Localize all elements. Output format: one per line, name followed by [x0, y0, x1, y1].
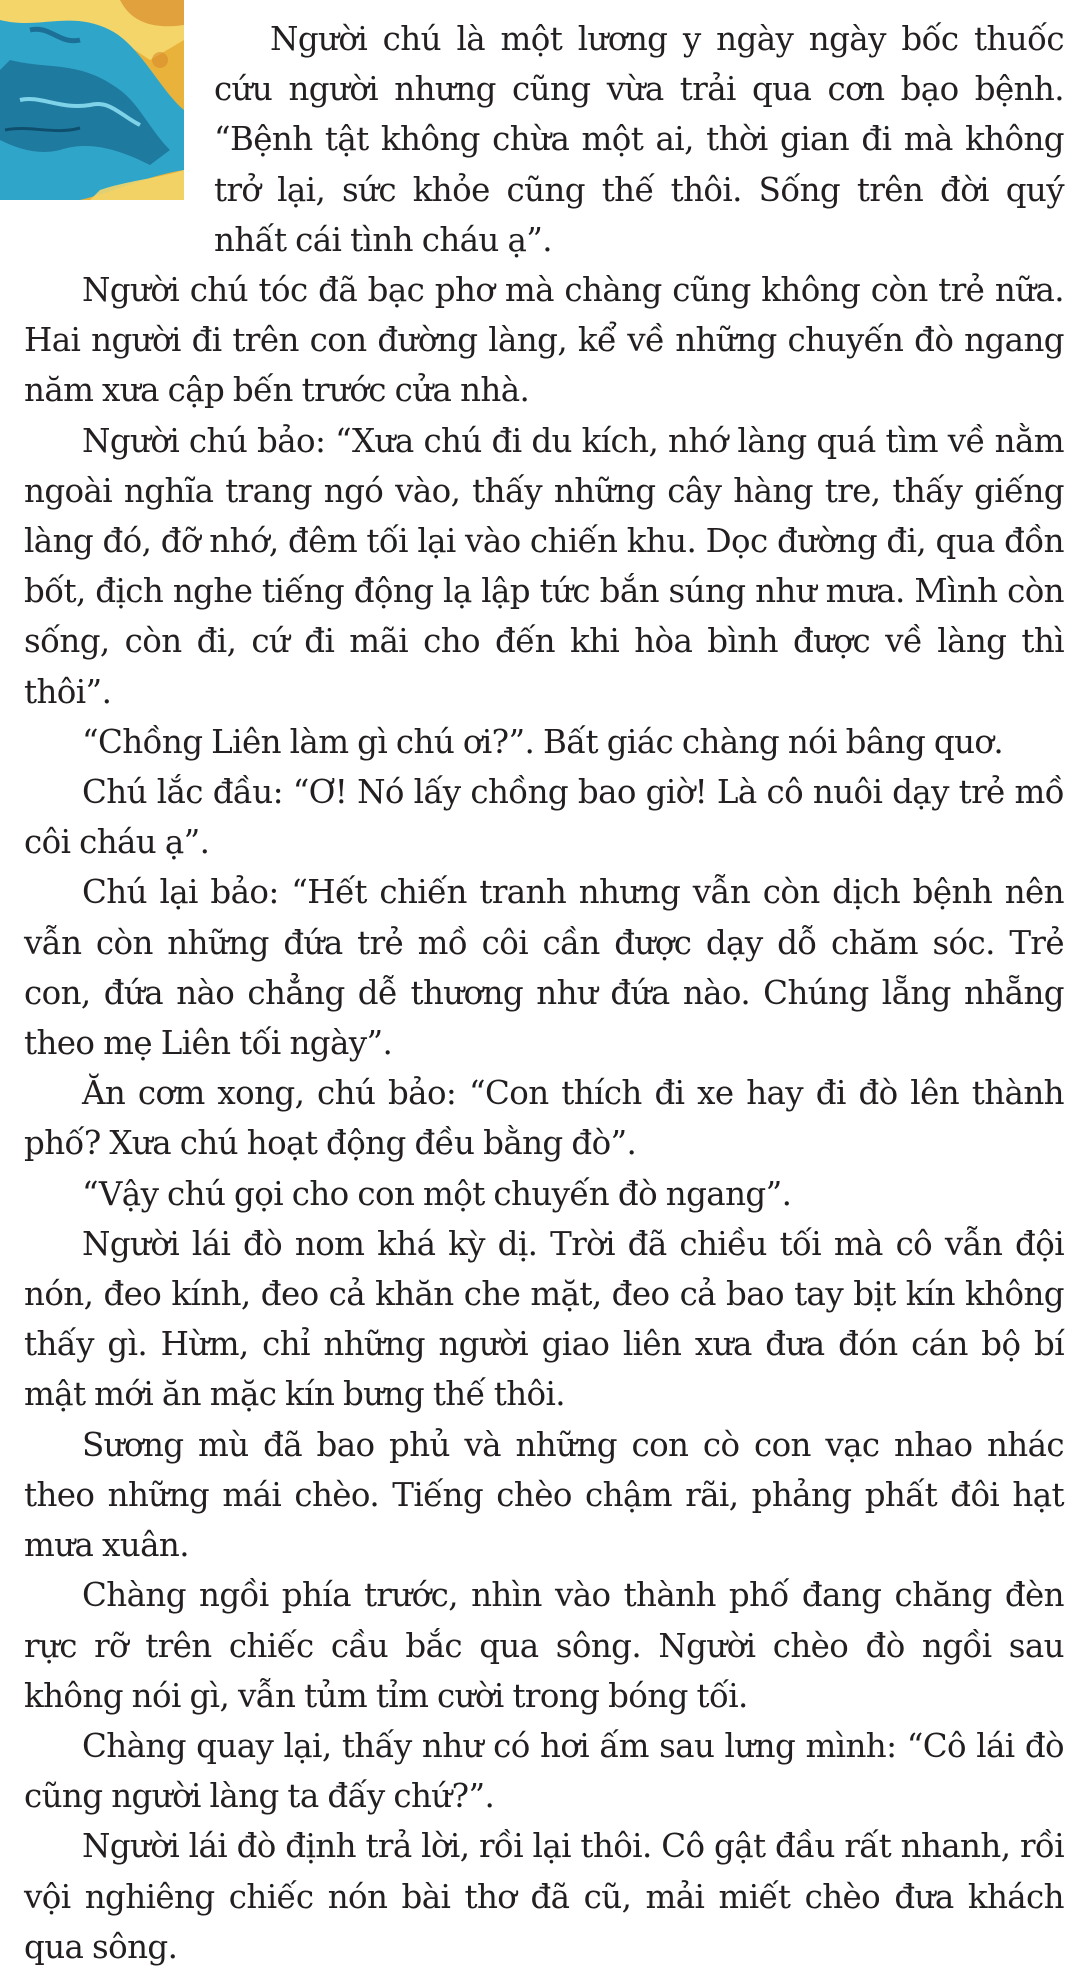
paragraph: Chú lắc đầu: “Ơ! Nó lấy chồng bao giờ! Là cô nuôi dạy trẻ mồ côi cháu ạ”.	[24, 773, 1064, 862]
story-text	[24, 14, 1064, 1972]
illustration-wrap-space	[24, 14, 214, 260]
paragraph: Người lái đò nom khá kỳ dị. Trời đã chiều tối mà cô vẫn đội nón, đeo kính, đeo cả khăn che mặt, đeo cả bao tay bịt kín không thấy gì. Hừm, chỉ những người giao liên xưa đưa đón cán bộ bí mật mới ăn mặc kín bưng thế thôi.	[24, 1224, 1064, 1414]
paragraph: “Chồng Liên làm gì chú ơi?”. Bất giác chàng nói bâng quơ.	[82, 722, 1004, 761]
paragraph: Người chú bảo: “Xưa chú đi du kích, nhớ làng quá tìm về nằm ngoài nghĩa trang ngó vào, thấy những cây hàng tre, thấy giếng làng đó, đỡ nhớ, đêm tối lại vào chiến khu. Dọc đường đi, qua đồn bốt, địch nghe tiếng động lạ lập tức bắn súng như mưa. Mình còn sống, còn đi, cứ đi mãi cho đến khi hòa bình được về làng thì thôi”.	[24, 421, 1064, 711]
paragraph: Người chú là một lương y ngày ngày bốc thuốc cứu người nhưng cũng vừa trải qua cơn bạo bệnh. “Bệnh tật không chừa một ai, thời gian đi mà không trở lại, sức khỏe cũng thế thôi. Sống trên đời quý nhất cái tình cháu ạ”.	[214, 20, 1064, 259]
paragraph: Người lái đò định trả lời, rồi lại thôi. Cô gật đầu rất nhanh, rồi vội nghiêng chiếc nón bài thơ đã cũ, mải miết chèo đưa khách qua sông.	[24, 1827, 1064, 1966]
paragraph: “Vậy chú gọi cho con một chuyến đò ngang”.	[82, 1174, 792, 1213]
paragraph: Chàng quay lại, thấy như có hơi ấm sau lưng mình: “Cô lái đò cũng người làng ta đấy chứ?”.	[24, 1726, 1064, 1816]
paragraph: Ăn cơm xong, chú bảo: “Con thích đi xe hay đi đò lên thành phố? Xưa chú hoạt động đều bằng đò”.	[24, 1074, 1064, 1163]
paragraph: Chàng ngồi phía trước, nhìn vào thành phố đang chăng đèn rực rỡ trên chiếc cầu bắc qua sông. Người chèo đò ngồi sau không nói gì, vẫn tủm tỉm cười trong bóng tối.	[24, 1576, 1064, 1715]
paragraph: Sương mù đã bao phủ và những con cò con vạc nhao nhác theo những mái chèo. Tiếng chèo chậm rãi, phảng phất đôi hạt mưa xuân.	[24, 1425, 1064, 1565]
paragraph: Người chú tóc đã bạc phơ mà chàng cũng không còn trẻ nữa. Hai người đi trên con đường làng, kể về những chuyến đò ngang năm xưa cập bến trước cửa nhà.	[24, 271, 1064, 410]
paragraph: Chú lại bảo: “Hết chiến tranh nhưng vẫn còn dịch bệnh nên vẫn còn những đứa trẻ mồ côi cần được dạy dỗ chăm sóc. Trẻ con, đứa nào chẳng dễ thương như đứa nào. Chúng lẵng nhẵng theo mẹ Liên tối ngày”.	[24, 873, 1064, 1063]
